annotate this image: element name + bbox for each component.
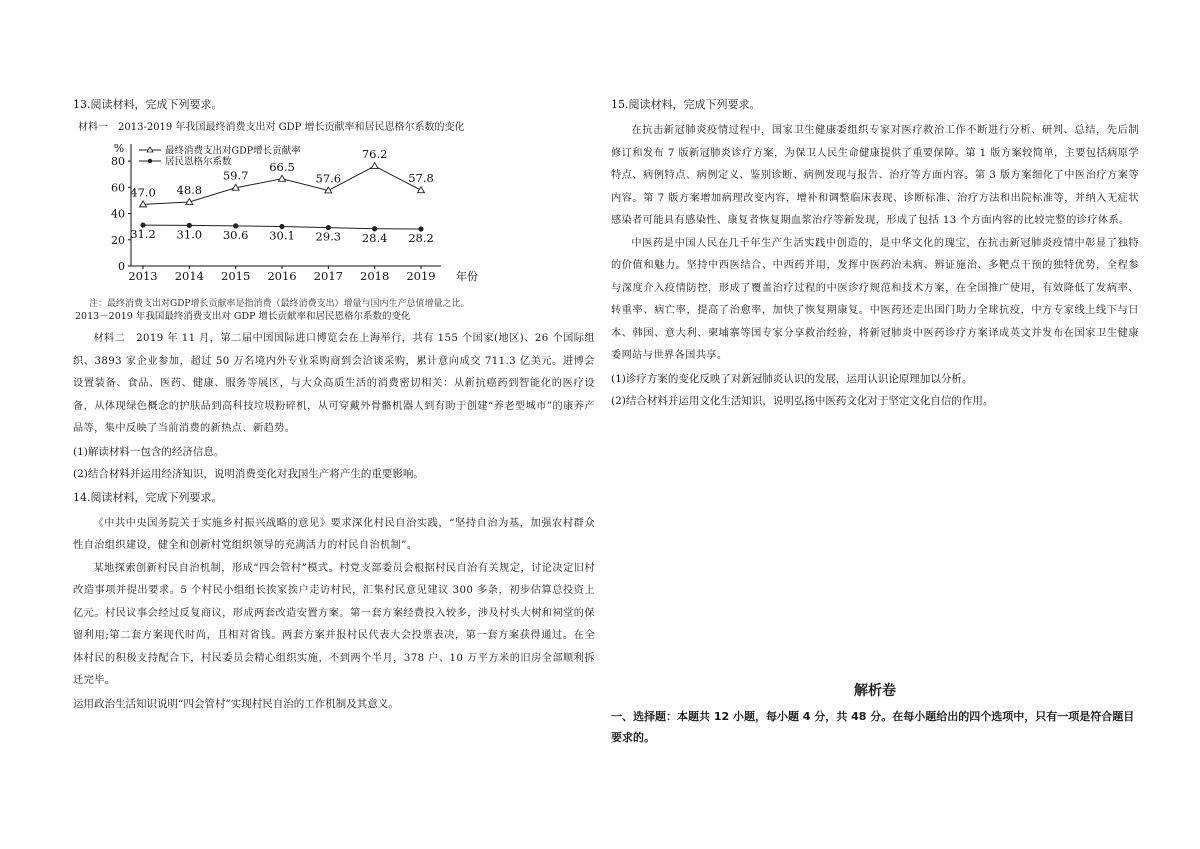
data-label-0: 48.8: [176, 183, 203, 198]
data-label-1: 30.6: [222, 227, 249, 242]
q15-paragraph-1: 在抗击新冠肺炎疫情过程中，国家卫生健康委组织专家对医疗救治工作不断进行分析、研判、总结，先后制修订和发布 7 版新冠肺炎诊疗方案，为保卫人民生命健康提供了重要保障。第 1 版方案较简单，主要包括病原学特点、病例特点、病例定义、鉴别诊断、病例发现与报告、治疗等方面内容。第 3 版方案细化了中医治疗方案等内容。第 7 版方案增加病理改变内容，增补和调整临床表现、诊断标准、治疗方法和出院标准等，并纳入无症状感染者可能具有感染性、康复者恢复期血浆治疗等新发现，形成了包括 13 个方面内容的比较完整的诊疗体系。: [611, 125, 1139, 226]
x-tick-label: 2014: [174, 269, 204, 283]
chart-caption: 2013－2019 年我国最终消费支出对 GDP 增长贡献率和居民恩格尔系数的变化: [75, 311, 411, 322]
data-label-0: 59.7: [222, 168, 249, 183]
series-point-0: [371, 163, 378, 169]
x-tick-label: 2016: [267, 269, 297, 283]
legend-label-0: 最终消费支出对GDP增长贡献率: [165, 145, 301, 157]
q15-part2: (2)结合材料并运用文化生活知识，说明弘扬中医药文化对于坚定文化自信的作用。: [611, 394, 994, 407]
data-label-1: 31.0: [176, 227, 203, 242]
answer-section-title: 解析卷: [854, 683, 896, 699]
q14-paragraph-2: 某地探索创新村民自治机制，形成“四会管村”模式。村党支部委员会根据村民自治有关规定，讨论决定旧村改造事项并提出要求。5 个村民小组组长挨家挨户走访村民，汇集村民意见建议 300 多条，初步估算总投资上亿元。村民议事会经过反复商议，形成两套改造安置方案。第一套方案经费投入较多，涉及村头大树和祠堂的保留利用;第二套方案现代时尚，且相对省钱。两套方案并报村民代表大会投票表决，第一套方案获得通过。在全体村民的积极支持配合下，村民委员会精心组织实施，不到两个半月，378 户、10 万平方米的旧房全部顺利拆迁完毕。: [73, 562, 595, 686]
q13-part2: (2)结合材料并运用经济知识，说明消费变化对我国生产将产生的重要影响。: [73, 467, 424, 480]
x-axis-suffix: 年份: [456, 270, 478, 283]
q13-part1: (1)解读材料一包含的经济信息。: [73, 445, 225, 458]
x-tick-label: 2017: [313, 269, 343, 283]
chart-note: 注：最终消费支出对GDP增长贡献率是指消费（最终消费支出）增量与国内生产总值增量之比。: [89, 299, 470, 309]
y-axis-unit: %: [113, 142, 125, 155]
y-tick-label: 40: [111, 207, 125, 221]
y-tick-label: 0: [118, 260, 125, 273]
data-label-1: 28.2: [408, 231, 434, 246]
q15-heading: 15.阅读材料，完成下列要求。: [611, 98, 761, 111]
q14-question: 运用政治生活知识说明“四会管村”实现村民自治的工作机制及其意义。: [73, 697, 399, 710]
chart-svg: [101, 138, 501, 298]
series-point-0: [279, 175, 286, 181]
data-label-0: 57.6: [315, 171, 342, 186]
y-tick-label: 80: [111, 155, 125, 169]
material1-title: 材料一 2013-2019 年我国最终消费支出对 GDP 增长贡献率和居民恩格尔系数的变化: [78, 122, 465, 133]
y-tick-label: 60: [111, 181, 125, 195]
q14-heading: 14.阅读材料，完成下列要求。: [73, 490, 223, 504]
q13-heading: 13.阅读材料，完成下列要求。: [73, 98, 223, 111]
legend-marker-1: [148, 159, 152, 163]
right-column: [611, 96, 1139, 412]
series-point-0: [418, 187, 425, 193]
line-chart: [101, 138, 501, 298]
data-label-0: 66.5: [269, 159, 295, 174]
data-label-1: 29.3: [315, 229, 342, 244]
x-tick-label: 2013: [128, 269, 158, 283]
y-tick-label: 20: [111, 233, 125, 247]
data-label-1: 30.1: [269, 228, 295, 243]
q15-part1: (1)诊疗方案的变化反映了对新冠肺炎认识的发展，运用认识论原理加以分析。: [611, 372, 973, 385]
q15-paragraph-2: 中医药是中国人民在几千年生产生活实践中创造的，是中华文化的瑰宝，在抗击新冠肺炎疫情中彰显了独特的价值和魅力。坚持中西医结合、中西药并用，发挥中医药治未病、辨证施治、多靶点干预的独特优势，全程参与深度介入疫情防控，形成了覆盖治疗过程的中医诊疗规范和技术方案，在全国推广使用，有效降低了发病率、转重率、病亡率，提高了治愈率，加快了恢复期康复。中医药还走出国门助力全球抗疫，中方专家线上线下与日本、韩国、意大利、柬埔寨等国专家分享救治经验，将新冠肺炎中医药诊疗方案译成英文并发布在国家卫生健康委网站与世界各国共享。: [611, 237, 1139, 361]
data-label-1: 28.4: [361, 230, 388, 245]
data-label-0: 76.2: [361, 147, 388, 162]
x-tick-label: 2015: [221, 269, 251, 283]
legend-label-1: 居民恩格尔系数: [165, 156, 232, 168]
x-tick-label: 2019: [406, 269, 436, 283]
answer-section-instructions: 一、选择题：本题共 12 小题，每小题 4 分，共 48 分。在每小题给出的四个选项中，只有一项是符合题目要求的。: [611, 710, 1135, 744]
x-tick-label: 2018: [360, 269, 390, 283]
left-column: [73, 96, 595, 715]
material2-paragraph: 材料二 2019 年 11 月，第二届中国国际进口博览会在上海举行，共有 155 个国家(地区)、26 个国际组织、3893 家企业参加，超过 50 万名境内外专业采购商到会洽谈采购，累计意向成交 711.3 亿美元。进博会设置装备、食品、医药、健康、服务等展区，与大众高质生活的消费密切相关：从新抗癌药到智能化的医疗设备，从体现绿色概念的护肤品到高科技垃圾粉碎机，从可穿戴外骨骼机器人到有助于创建“养老型城市”的康养产品等，集中反映了当前消费的新热点、新趋势。: [73, 333, 595, 434]
q14-paragraph-1: 《中共中央国务院关于实施乡村振兴战略的意见》要求深化村民自治实践，“坚持自治为基，加强农村群众性自治组织建设，健全和创新村党组织领导的充满活力的村民自治机制”。: [73, 517, 595, 551]
data-label-1: 31.2: [130, 227, 156, 242]
data-label-0: 47.0: [130, 185, 156, 200]
data-label-0: 57.8: [408, 171, 434, 186]
